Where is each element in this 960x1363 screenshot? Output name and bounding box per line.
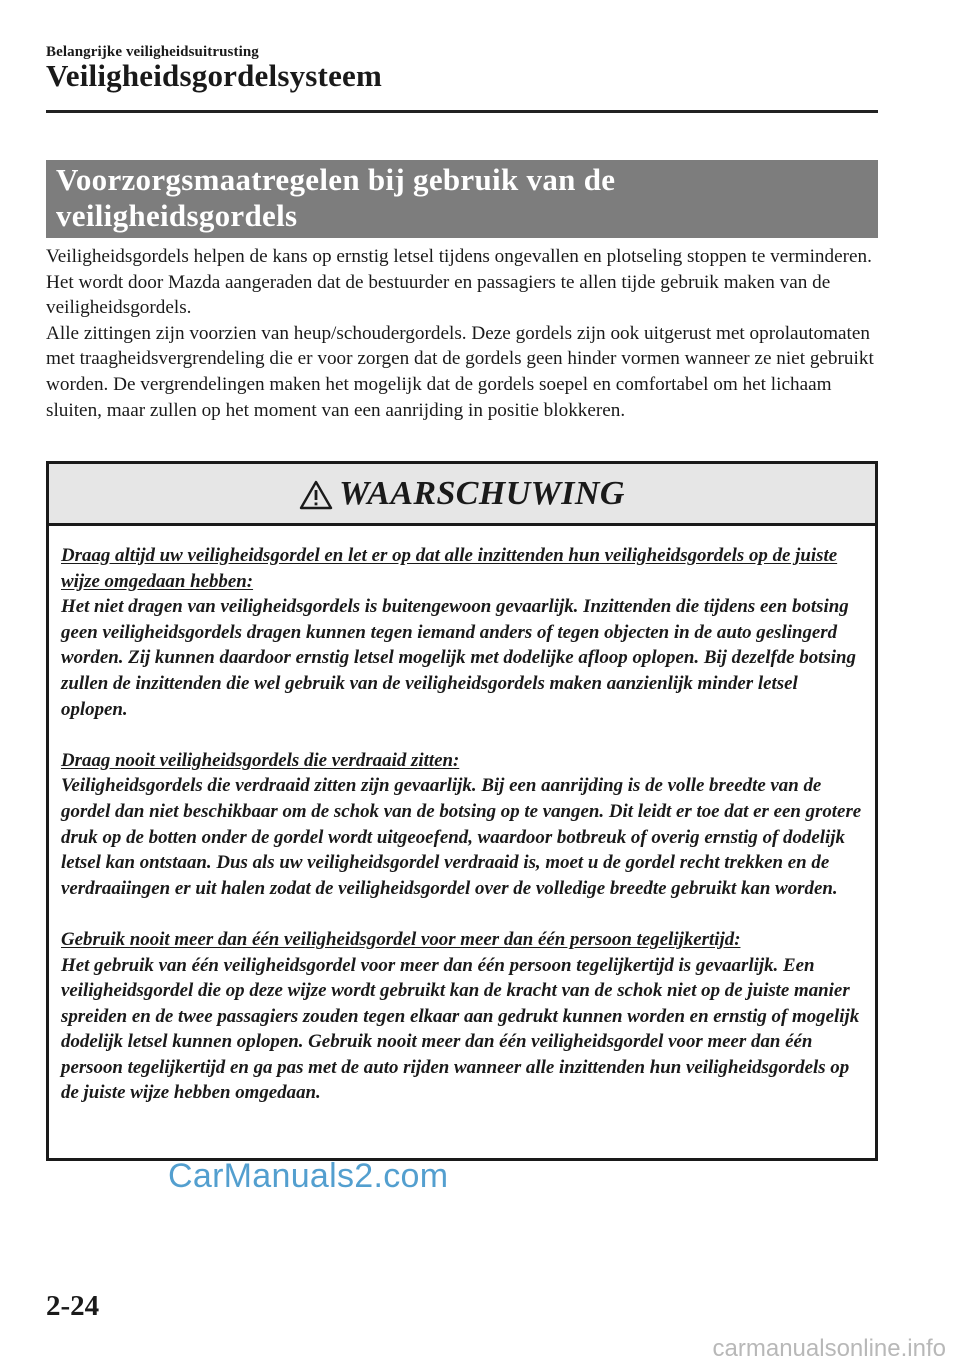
warning-box bbox=[46, 461, 878, 1161]
warning-item-text: Het niet dragen van veiligheidsgordels is buitengewoon gevaarlijk. Inzittenden die tijdens een botsing geen veiligheidsgordels dragen kunnen tegen iemand anders of tegen objecten in de auto geslingerd worden. Zij kunnen daardoor ernstig letsel mogelijk met dodelijke afloop oplopen. Bij dezelfde botsing zullen de inzittenden die wel gebruik van de veiligheidsgordels maken aanzienlijk minder letsel oplopen. bbox=[61, 596, 856, 720]
topic-title-line-2: veiligheidsgordels bbox=[56, 198, 298, 233]
intro-paragraph-2: Alle zittingen zijn voorzien van heup/schoudergordels. Deze gordels zijn ook uitgerust met oprolautomaten met traagheidsvergrendeling die er voor zorgen dat de gordels geen hinder vormen wanneer ze niet gebruikt worden. De vergrendelingen maken het mogelijk dat de gordels soepel en comfortabel om het lichaam sluiten, maar zullen op het moment van een aanrijding in positie blokkeren. bbox=[46, 322, 874, 421]
warning-item bbox=[61, 927, 867, 1106]
section-title: Veiligheidsgordelsysteem bbox=[46, 58, 383, 93]
warning-item bbox=[61, 543, 867, 722]
intro-paragraph-1: Veiligheidsgordels helpen de kans op ernstig letsel tijdens ongevallen en plotseling stoppen te verminderen. Het wordt door Mazda aangeraden dat de bestuurder en passagiers te allen tijde gebruik maken van de veiligheidsgordels. bbox=[46, 246, 872, 319]
intro-text bbox=[46, 244, 878, 423]
page-number: 2-24 bbox=[46, 1290, 100, 1322]
breadcrumb: Belangrijke veiligheidsuitrusting bbox=[46, 44, 259, 60]
warning-header bbox=[49, 464, 875, 526]
warning-item bbox=[61, 748, 867, 902]
warning-item-text: Veiligheidsgordels die verdraaid zitten zijn gevaarlijk. Bij een aanrijding is de volle breedte van de gordel dan niet beschikbaar om de schok van de botsing op te vangen. Dit leidt er toe dat er een grotere druk op de botten onder de gordel wordt uitgeoefend, waardoor botbreuk of overig ernstig of dodelijk letsel kan ontstaan. Dus als uw veiligheidsgordel verdraaid is, moet u de gordel recht trekken en de verdraaiingen er uit halen zodat de veiligheidsgordel over de volledige breedte gebruikt kan worden. bbox=[61, 775, 862, 899]
warning-item-heading: Gebruik nooit meer dan één veiligheidsgordel voor meer dan één persoon tegelijkertijd: bbox=[61, 928, 741, 950]
warning-item-heading: Draag altijd uw veiligheidsgordel en let er op dat alle inzittenden hun veiligheidsgordels op de juiste wijze omgedaan hebben: bbox=[61, 545, 838, 592]
warning-body bbox=[49, 526, 875, 1106]
watermark: CarManuals2.com bbox=[168, 1157, 449, 1195]
title-divider bbox=[46, 110, 878, 113]
warning-triangle-icon bbox=[299, 480, 333, 510]
topic-title-line-1: Voorzorgsmaatregelen bij gebruik van de bbox=[56, 162, 616, 197]
warning-item-text: Het gebruik van één veiligheidsgordel voor meer dan één persoon tegelijkertijd is gevaarlijk. Een veiligheidsgordel die op deze wijze wordt gebruikt kan de kracht van de schok niet op de juiste manier spreiden en de twee passagiers zouden tegen elkaar aan gedrukt kunnen worden en ernstig of mogelijk dodelijk letsel kunnen oplopen. Gebruik nooit meer dan één veiligheidsgordel voor meer dan één persoon tegelijkertijd en ga pas met de auto rijden wanneer alle inzittenden hun veiligheidsgordels op de juiste wijze hebben omgedaan. bbox=[61, 954, 860, 1104]
footer-url: carmanualsonline.info bbox=[712, 1335, 946, 1362]
warning-title: WAARSCHUWING bbox=[339, 474, 625, 512]
warning-item-heading: Draag nooit veiligheidsgordels die verdraaid zitten: bbox=[61, 749, 460, 771]
topic-heading-banner bbox=[46, 160, 878, 238]
